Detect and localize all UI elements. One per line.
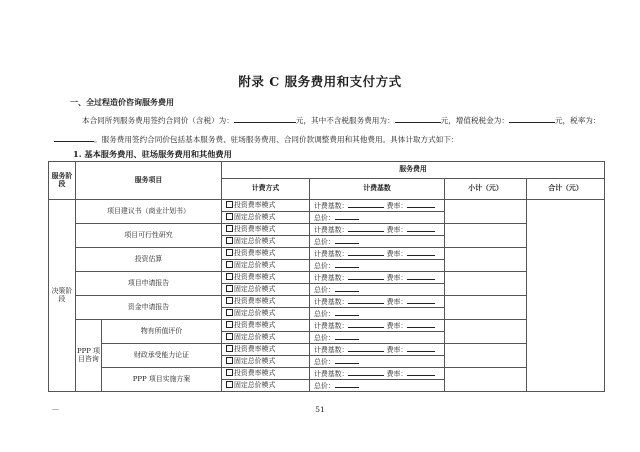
method-rate-cell[interactable]: 投资费率模式 xyxy=(222,224,310,236)
header-total: 合计（元） xyxy=(527,179,605,200)
subtotal-cell[interactable] xyxy=(445,224,527,248)
method-rate-cell[interactable]: 投资费率模式 xyxy=(222,248,310,260)
table-row: 项目可行性研究 xyxy=(76,224,222,248)
service-fee-table xyxy=(48,161,605,392)
blank-tax-rate xyxy=(54,133,94,142)
subtotal-cell[interactable] xyxy=(445,320,527,344)
section-heading: 一、全过程造价咨询服务费用 xyxy=(70,97,174,107)
checkbox-icon[interactable] xyxy=(226,249,233,256)
base-fixed-cell: 总价： xyxy=(310,380,445,392)
base-fixed-cell: 总价： xyxy=(310,236,445,248)
method-fixed-cell[interactable]: 固定总价模式 xyxy=(222,356,310,368)
checkbox-icon[interactable] xyxy=(226,369,233,376)
subtotal-cell[interactable] xyxy=(445,344,527,368)
checkbox-icon[interactable] xyxy=(226,213,233,220)
base-rate-cell: 计费基数： 费率： xyxy=(310,320,445,332)
ppp-group-label: PPP 项目咨询 xyxy=(76,320,102,392)
vat-text: 元，增值税税金为： xyxy=(440,116,509,125)
method-fixed-cell[interactable]: 固定总价模式 xyxy=(222,332,310,344)
checkbox-icon[interactable] xyxy=(226,357,233,364)
base-rate-cell: 计费基数： 费率： xyxy=(310,248,445,260)
method-rate-cell[interactable]: 投资费率模式 xyxy=(222,368,310,380)
blank-vat xyxy=(509,114,555,123)
checkbox-icon[interactable] xyxy=(226,345,233,352)
base-rate-cell: 计费基数： 费率： xyxy=(310,344,445,356)
table-row: 财政承受能力论证 xyxy=(102,344,222,368)
subtotal-cell[interactable] xyxy=(445,368,527,392)
method-fixed-cell[interactable]: 固定总价模式 xyxy=(222,380,310,392)
blank-contract-price xyxy=(234,114,296,123)
tax-rate-text: 元，税率为： xyxy=(554,116,601,125)
header-service-item: 服务项目 xyxy=(76,162,222,200)
subtotal-cell[interactable] xyxy=(445,248,527,272)
subtotal-cell[interactable] xyxy=(445,272,527,296)
table-row: 项目建议书（商业计划书） xyxy=(76,200,222,224)
base-fixed-cell: 总价： xyxy=(310,308,445,320)
header-service-fee: 服务费用 xyxy=(222,162,605,179)
subtotal-cell[interactable] xyxy=(445,296,527,320)
footer-dash: — xyxy=(52,405,59,413)
blank-pretax-fee xyxy=(395,114,441,123)
base-fixed-cell: 总价： xyxy=(310,260,445,272)
header-billing-method: 计费方式 xyxy=(222,179,310,200)
base-fixed-cell: 总价： xyxy=(310,356,445,368)
method-fixed-cell[interactable]: 固定总价模式 xyxy=(222,308,310,320)
base-fixed-cell: 总价： xyxy=(310,284,445,296)
checkbox-icon[interactable] xyxy=(226,237,233,244)
pretax-text: 元，其中不含税服务费用为： xyxy=(295,116,395,125)
base-rate-cell: 计费基数： 费率： xyxy=(310,224,445,236)
total-cell[interactable] xyxy=(527,200,605,392)
table-row: PPP 项目实施方案 xyxy=(102,368,222,392)
method-fixed-cell[interactable]: 固定总价模式 xyxy=(222,284,310,296)
base-fixed-cell: 总价： xyxy=(310,332,445,344)
fee-composition-paragraph xyxy=(54,133,459,145)
method-rate-cell[interactable]: 投资费率模式 xyxy=(222,344,310,356)
method-fixed-cell[interactable]: 固定总价模式 xyxy=(222,260,310,272)
subsection-heading: 1. 基本服务费用、驻场服务费用和其他费用 xyxy=(73,149,232,159)
base-fixed-cell: 总价： xyxy=(310,212,445,224)
base-rate-cell: 计费基数： 费率： xyxy=(310,296,445,308)
method-rate-cell[interactable]: 投资费率模式 xyxy=(222,320,310,332)
table-row: 资金申请报告 xyxy=(76,296,222,320)
header-service-stage: 服务阶段 xyxy=(49,162,76,200)
method-rate-cell[interactable]: 投资费率模式 xyxy=(222,272,310,284)
base-rate-cell: 计费基数： 费率： xyxy=(310,368,445,380)
appendix-title: 附录 C 服务费用和支付方式 xyxy=(238,74,402,89)
checkbox-icon[interactable] xyxy=(226,225,233,232)
header-subtotal: 小计（元） xyxy=(445,179,527,200)
table-row: 物有所值评价 xyxy=(102,320,222,344)
table-row: 项目申请报告 xyxy=(76,272,222,296)
table-row: 投资估算 xyxy=(76,248,222,272)
checkbox-icon[interactable] xyxy=(226,297,233,304)
checkbox-icon[interactable] xyxy=(226,285,233,292)
method-rate-cell[interactable]: 投资费率模式 xyxy=(222,296,310,308)
checkbox-icon[interactable] xyxy=(226,381,233,388)
checkbox-icon[interactable] xyxy=(226,321,233,328)
fee-composition-text: 。服务费用签约合同价包括基本服务费、驻场服务费用、合同价款调整费用和其他费用。具体计取方式如下： xyxy=(94,135,459,144)
stage-decision: 决策阶段 xyxy=(49,200,76,392)
method-rate-cell[interactable]: 投资费率模式 xyxy=(222,200,310,212)
subtotal-cell[interactable] xyxy=(445,200,527,224)
checkbox-icon[interactable] xyxy=(226,273,233,280)
checkbox-icon[interactable] xyxy=(226,333,233,340)
checkbox-icon[interactable] xyxy=(226,201,233,208)
method-fixed-cell[interactable]: 固定总价模式 xyxy=(222,236,310,248)
header-billing-base: 计费基数 xyxy=(310,179,445,200)
base-rate-cell: 计费基数： 费率： xyxy=(310,272,445,284)
base-rate-cell: 计费基数： 费率： xyxy=(310,200,445,212)
checkbox-icon[interactable] xyxy=(226,309,233,316)
checkbox-icon[interactable] xyxy=(226,261,233,268)
method-fixed-cell[interactable]: 固定总价模式 xyxy=(222,212,310,224)
contract-price-text: 本合同所列服务费用签约合同价（含税）为： xyxy=(82,116,234,125)
contract-price-paragraph xyxy=(82,114,601,126)
page-number: 51 xyxy=(315,405,325,414)
